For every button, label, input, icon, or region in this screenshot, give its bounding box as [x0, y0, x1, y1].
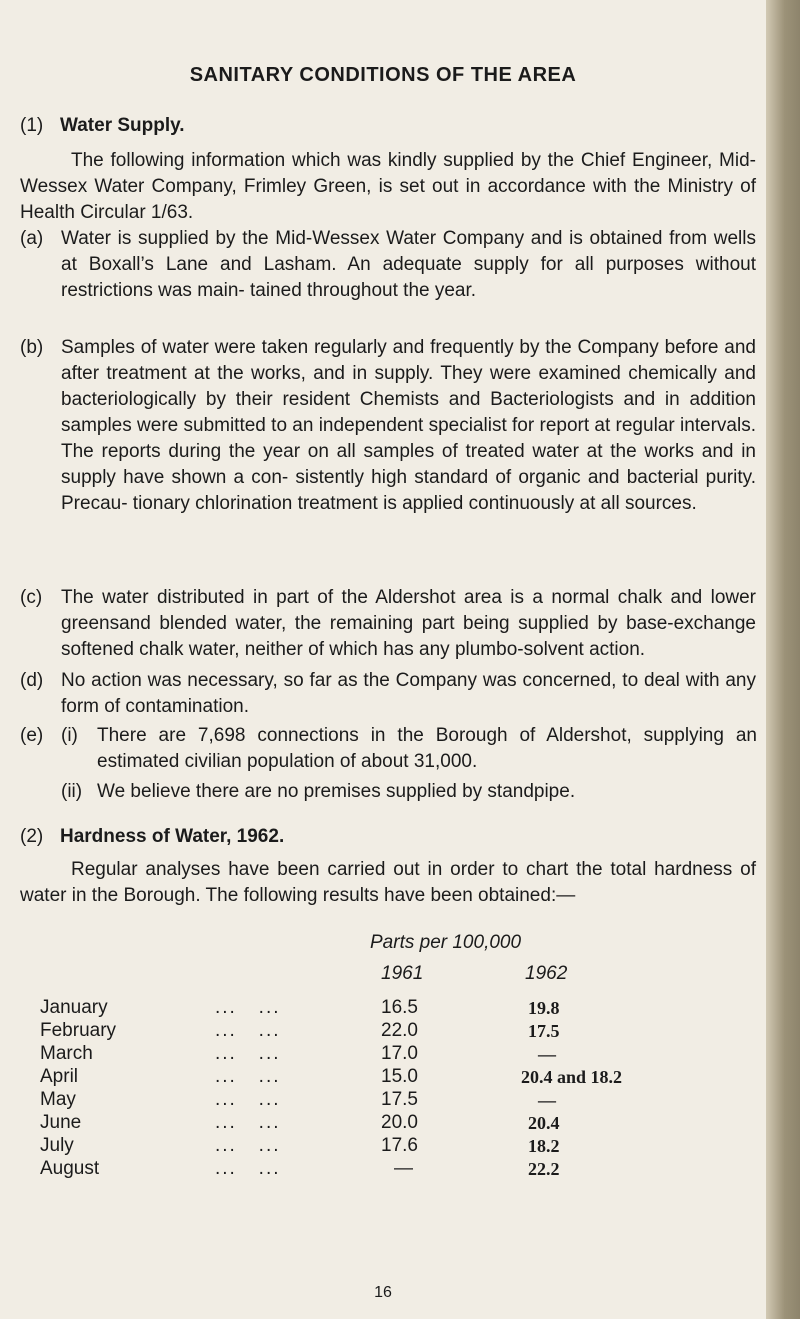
- row-month: May: [40, 1089, 76, 1110]
- item-e-sub2-label: (ii): [61, 781, 83, 802]
- row-value-1961: 15.0: [381, 1066, 418, 1087]
- row-value-1962: 17.5: [528, 1021, 560, 1041]
- row-value-1962: 18.2: [528, 1136, 560, 1156]
- leader-dots: ... ...: [215, 1020, 281, 1041]
- row-value-1962: 19.8: [528, 998, 560, 1018]
- leader-dots: ... ...: [215, 1112, 281, 1133]
- item-e-sub2-text: We believe there are no premises supplied by standpipe.: [97, 781, 576, 802]
- row-month: April: [40, 1066, 79, 1087]
- table-col-1961: 1961: [381, 963, 424, 984]
- row-value-1961: 22.0: [381, 1020, 418, 1041]
- row-value-1962: 22.2: [528, 1159, 560, 1179]
- row-month: June: [40, 1112, 82, 1133]
- leader-dots: ... ...: [215, 1066, 281, 1087]
- item-d-label: (d): [20, 670, 44, 691]
- item-c-label: (c): [20, 587, 43, 608]
- table-col-1962: 1962: [525, 963, 568, 984]
- row-value-1961: 20.0: [381, 1112, 418, 1133]
- section-1-number: (1): [20, 115, 44, 136]
- item-a-text: Water is supplied by the Mid-Wessex Water Company and is obtained from wells at Boxall’s Lane and Lasham. An adequate supply for all purposes without restrictions was main- tained throughout the year.: [61, 228, 756, 301]
- row-value-1962: —: [538, 1090, 556, 1110]
- row-value-1962: 20.4: [528, 1113, 560, 1133]
- row-value-1961: 16.5: [381, 997, 418, 1018]
- row-value-1961: 17.6: [381, 1135, 418, 1156]
- item-d-text: No action was necessary, so far as the Company was concerned, to deal with any form of contamination.: [61, 670, 756, 717]
- table-unit-header: Parts per 100,000: [370, 932, 522, 953]
- intro-paragraph: The following information which was kindly supplied by the Chief Engineer, Mid-Wessex Water Company, Frimley Green, is set out in accordance with the Ministry of Health Circular 1/63.: [20, 150, 756, 223]
- item-e-sub1-label: (i): [61, 725, 78, 746]
- section-1-heading: [20, 115, 185, 137]
- row-month: March: [40, 1043, 93, 1064]
- hardness-intro: Regular analyses have been carried out in order to chart the total hardness of water in the Borough. The following results have been obtained:—: [20, 859, 756, 906]
- page-title: SANITARY CONDITIONS OF THE AREA: [189, 64, 577, 86]
- leader-dots: ... ...: [215, 1135, 281, 1156]
- item-e-label: (e): [20, 725, 44, 746]
- page-edge-shadow: [766, 0, 800, 1319]
- leader-dots: ... ...: [215, 1043, 281, 1064]
- item-b-text: Samples of water were taken regularly and frequently by the Company before and after treatment at the works, and in supply. They were examined chemically and bacteriologically by their resident Chemists and Bacteriologists and in addition samples were submitted to an independent specialist for report at regular intervals. The reports during the year on all samples of treated water at the works and in supply have shown a con- sistently high standard of organic and bacterial purity. Precau- tionary chlorination treatment is applied continuously at all sources.: [61, 337, 756, 514]
- leader-dots: ... ...: [215, 1089, 281, 1110]
- item-c-text: The water distributed in part of the Aldershot area is a normal chalk and lower greensand blended water, the remaining part being supplied by base-exchange softened chalk water, neither of which has any plumbo-solvent action.: [61, 587, 756, 660]
- section-2-title: Hardness of Water, 1962.: [60, 826, 285, 847]
- page-number: 16: [374, 1284, 392, 1301]
- row-value-1961: —: [394, 1158, 413, 1179]
- section-2-number: (2): [20, 826, 44, 847]
- row-value-1962: —: [538, 1044, 556, 1064]
- row-month: January: [40, 997, 108, 1018]
- row-value-1961: 17.0: [381, 1043, 418, 1064]
- item-b-label: (b): [20, 337, 44, 358]
- leader-dots: ... ...: [215, 1158, 281, 1179]
- row-month: August: [40, 1158, 100, 1179]
- row-month: February: [40, 1020, 117, 1041]
- item-e-sub1-text: There are 7,698 connections in the Borough of Aldershot, supplying an estimated civilian population of about 31,000.: [97, 725, 757, 772]
- section-1-title: Water Supply.: [60, 115, 185, 136]
- row-month: July: [40, 1135, 74, 1156]
- row-value-1962: 20.4 and 18.2: [521, 1067, 623, 1087]
- item-a-label: (a): [20, 228, 44, 249]
- row-value-1961: 17.5: [381, 1089, 418, 1110]
- leader-dots: ... ...: [215, 997, 281, 1018]
- section-2-heading: [20, 826, 284, 848]
